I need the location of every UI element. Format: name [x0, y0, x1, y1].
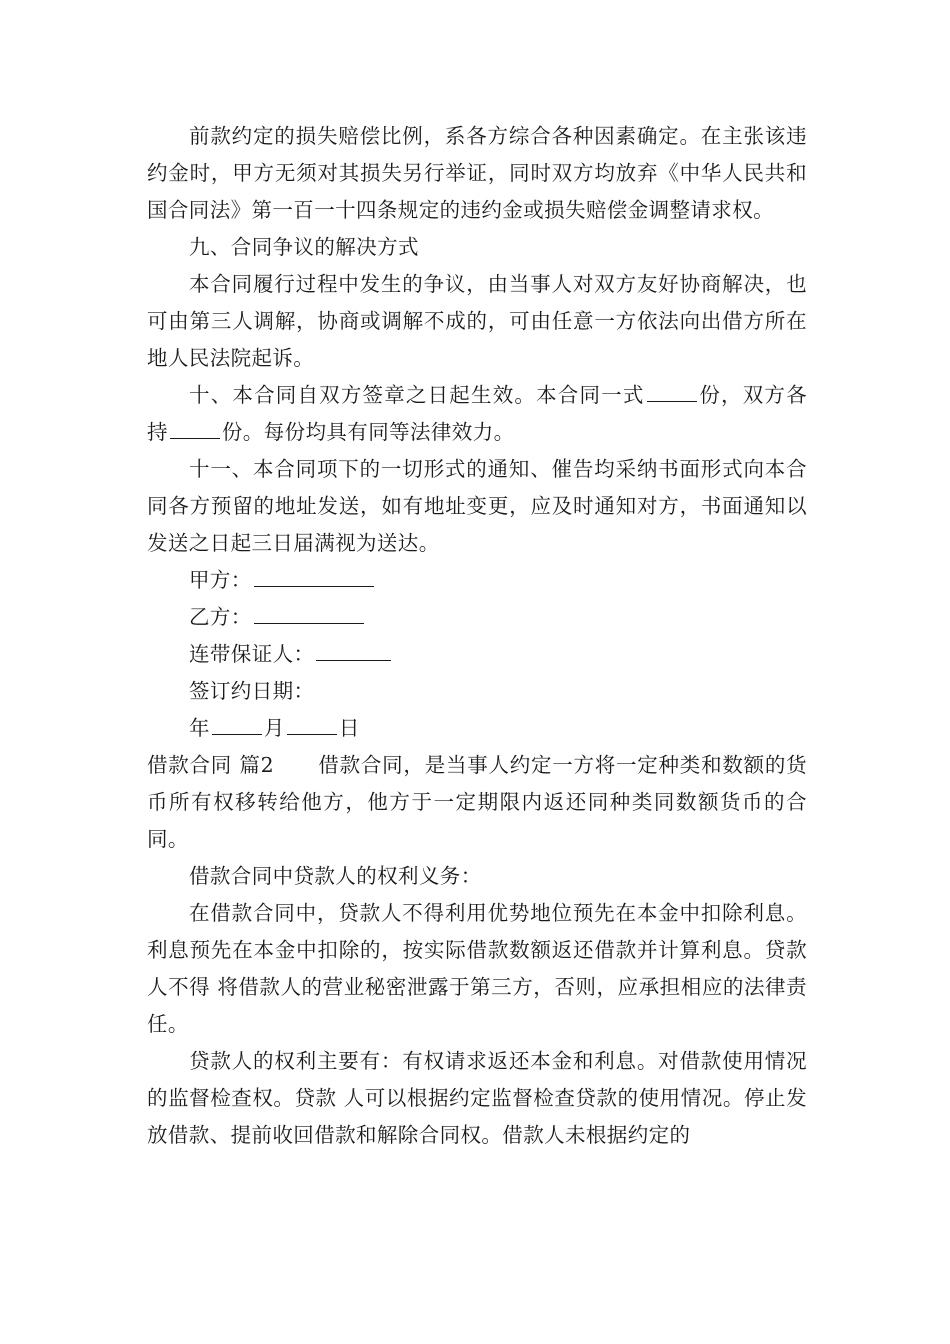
copies-each-blank[interactable] — [170, 416, 220, 439]
paragraph-loan-contract-2 — [147, 747, 807, 858]
paragraph-notice: 十一、本合同项下的一切形式的通知、催告均采纳书面形式向本合同各方预留的地址发送，如有地址变更，应及时通知对方，书面通知以发送之日起三日届满视为送达。 — [147, 457, 807, 555]
date-day-blank[interactable] — [287, 712, 337, 735]
party-a-line — [147, 562, 807, 599]
document-page — [147, 118, 807, 1154]
paragraph-dispute: 本合同履行过程中发生的争议，由当事人对双方友好协商解决，也可由第三人调解，协商或调解不成的，可由任意一方依法向出借方所在地人民法院起诉。 — [147, 272, 807, 370]
effectiveness-text-c: 份。每份均具有同等法律效力。 — [221, 420, 515, 444]
loan-contract-definition: 借款合同，是当事人约定一方将一定种类和数额的货币所有权移转给他方，他方于一定期限内返还同种类同数额货币的合同。 — [147, 753, 808, 851]
date-line — [147, 710, 807, 747]
party-b-line — [147, 599, 807, 636]
sign-date-label: 签订约日期： — [189, 679, 315, 703]
party-b-blank[interactable] — [254, 601, 364, 624]
guarantor-line — [147, 636, 807, 673]
effectiveness-text-a: 十、本合同自双方签章之日起生效。本合同一式 — [189, 383, 645, 407]
date-year-label: 年 — [189, 716, 210, 740]
guarantor-label: 连带保证人： — [189, 642, 315, 666]
copies-blank[interactable] — [647, 379, 697, 402]
guarantor-blank[interactable] — [316, 638, 391, 661]
date-day-label: 日 — [338, 716, 360, 740]
date-month-label: 月 — [263, 716, 285, 740]
effectiveness-text-b: 份，双方各持 — [147, 383, 808, 444]
party-b-label: 乙方： — [189, 605, 252, 629]
party-a-blank[interactable] — [254, 564, 374, 587]
section-heading-dispute: 九、合同争议的解决方式 — [189, 235, 419, 259]
paragraph-compensation: 前款约定的损失赔偿比例，系各方综合各种因素确定。在主张该违约金时，甲方无须对其损失另行举证，同时双方均放弃《中华人民共和国合同法》第一百一十四条规定的违约金或损失赔偿金调整请求权。 — [147, 124, 807, 222]
paragraph-lender-duties-heading: 借款合同中贷款人的权利义务： — [189, 864, 482, 888]
paragraph-lender-rights: 贷款人的权利主要有：有权请求返还本金和利息。对借款使用情况的监督检查权。贷款 人可以根据约定监督检查贷款的使用情况。停止发放借款、提前收回借款和解除合同权。借款人未根据约定的 — [147, 1049, 807, 1147]
party-a-label: 甲方： — [189, 568, 252, 592]
section-title-loan-contract-2: 借款合同 篇2 — [147, 753, 275, 777]
date-month-blank[interactable] — [212, 712, 262, 735]
paragraph-effectiveness — [147, 377, 807, 451]
paragraph-lender-duties: 在借款合同中，贷款人不得利用优势地位预先在本金中扣除利息。利息预先在本金中扣除的，按实际借款数额返还借款并计算利息。贷款人不得 将借款人的营业秘密泄露于第三方，否则，应承担相应的法律责任。 — [147, 901, 807, 1036]
